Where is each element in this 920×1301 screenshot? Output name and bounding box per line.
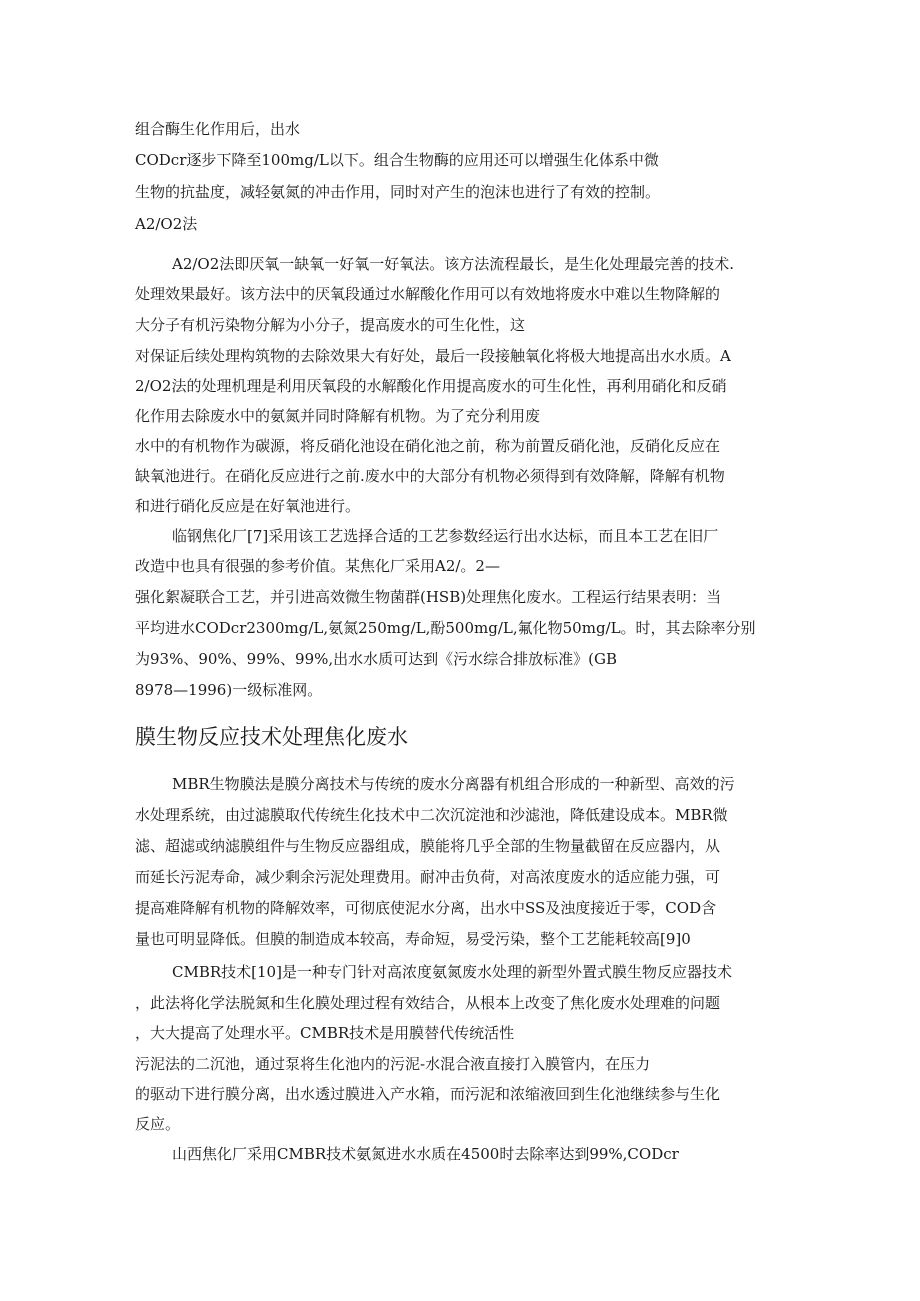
- text-line: 水处理系统，由过滤膜取代传统生化技术中二次沉淀池和沙滤池，降低建设成本。MBR微: [135, 806, 728, 824]
- text-line: 滤、超滤或纳滤膜组件与生物反应器组成，膜能将几乎全部的生物量截留在反应器内，从: [135, 837, 721, 855]
- text-line: 临钢焦化厂[7]采用该工艺选择合适的工艺参数经运行出水达标，而且本工艺在旧厂: [172, 527, 719, 545]
- text-line: 为93%、90%、99%、99%,出水水质可达到《污水综合排放标准》(GB: [135, 650, 617, 668]
- text-line: 反应。: [135, 1115, 181, 1133]
- text-line: 8978—1996)一级标准网。: [135, 681, 323, 699]
- text-line: 对保证后续处理构筑物的去除效果大有好处，最后一段接触氧化将极大地提高出水水质。A: [135, 347, 731, 365]
- section-heading: 膜生物反应技术处理焦化废水: [135, 725, 408, 749]
- text-line: CODcr逐步下降至100mg/L以下。组合生物酶的应用还可以增强生化体系中微: [135, 151, 659, 169]
- text-line: 大分子有机污染物分解为小分子，提高废水的可生化性，这: [135, 316, 526, 334]
- text-line: 水中的有机物作为碳源，将反硝化池设在硝化池之前，称为前置反硝化池，反硝化反应在: [135, 437, 721, 455]
- subsection-title: A2/O2法: [135, 215, 198, 233]
- text-line: 量也可明显降低。但膜的制造成本较高，寿命短，易受污染，整个工艺能耗较高[9]0: [135, 930, 691, 948]
- text-line: 缺氧池进行。在硝化反应进行之前.废水中的大部分有机物必须得到有效降解，降解有机物: [135, 467, 725, 485]
- text-line: 污泥法的二沉池，通过泵将生化池内的污泥-水混合液直接打入膜管内，在压力: [135, 1055, 651, 1073]
- text-line: 而延长污泥寿命，减少剩余污泥处理费用。耐冲击负荷，对高浓度废水的适应能力强，可: [135, 868, 721, 886]
- text-line: 的驱动下进行膜分离，出水透过膜进入产水箱，而污泥和浓缩液回到生化池继续参与生化: [135, 1085, 721, 1103]
- text-line: 强化絮凝联合工艺，并引进高效微生物菌群(HSB)处理焦化废水。工程运行结果表明：当: [135, 588, 722, 606]
- text-line: 山西焦化厂采用CMBR技术氨氮进水水质在4500时去除率达到99%,CODcr: [172, 1145, 679, 1163]
- text-line: A2/O2法即厌氧一缺氧一好氧一好氧法。该方法流程最长，是生化处理最完善的技术.: [172, 255, 735, 273]
- text-line: 平均进水CODcr2300mg/L,氨氮250mg/L,酚500mg/L,氟化物50mg/L。时，其去除率分别: [135, 619, 756, 637]
- text-line: 改造中也具有很强的参考价值。某焦化厂采用A2/。2—: [135, 557, 500, 575]
- text-line: ，此法将化学法脱氮和生化膜处理过程有效结合，从根本上改变了焦化废水处理难的问题: [135, 994, 721, 1012]
- text-line: MBR生物膜法是膜分离技术与传统的废水分离器有机组合形成的一种新型、高效的污: [172, 775, 735, 793]
- text-line: 处理效果最好。该方法中的厌氧段通过水解酸化作用可以有效地将废水中难以生物降解的: [135, 285, 721, 303]
- text-line: 生物的抗盐度，减轻氨氮的冲击作用，同时对产生的泡沫也进行了有效的控制。: [135, 183, 661, 201]
- text-line: CMBR技术[10]是一种专门针对高浓度氨氮废水处理的新型外置式膜生物反应器技术: [172, 963, 732, 981]
- text-line: 化作用去除废水中的氨氮并同时降解有机物。为了充分利用废: [135, 407, 541, 425]
- text-line: 和进行硝化反应是在好氧池进行。: [135, 497, 361, 515]
- text-line: 组合酶生化作用后，出水: [135, 120, 301, 138]
- text-line: 提高难降解有机物的降解效率，可彻底使泥水分离，出水中SS及浊度接近于零，COD含: [135, 899, 717, 917]
- text-line: 2/O2法的处理机理是利用厌氧段的水解酸化作用提高废水的可生化性，再利用硝化和反硝: [135, 377, 727, 395]
- text-line: ，大大提高了处理水平。CMBR技术是用膜替代传统活性: [135, 1024, 515, 1042]
